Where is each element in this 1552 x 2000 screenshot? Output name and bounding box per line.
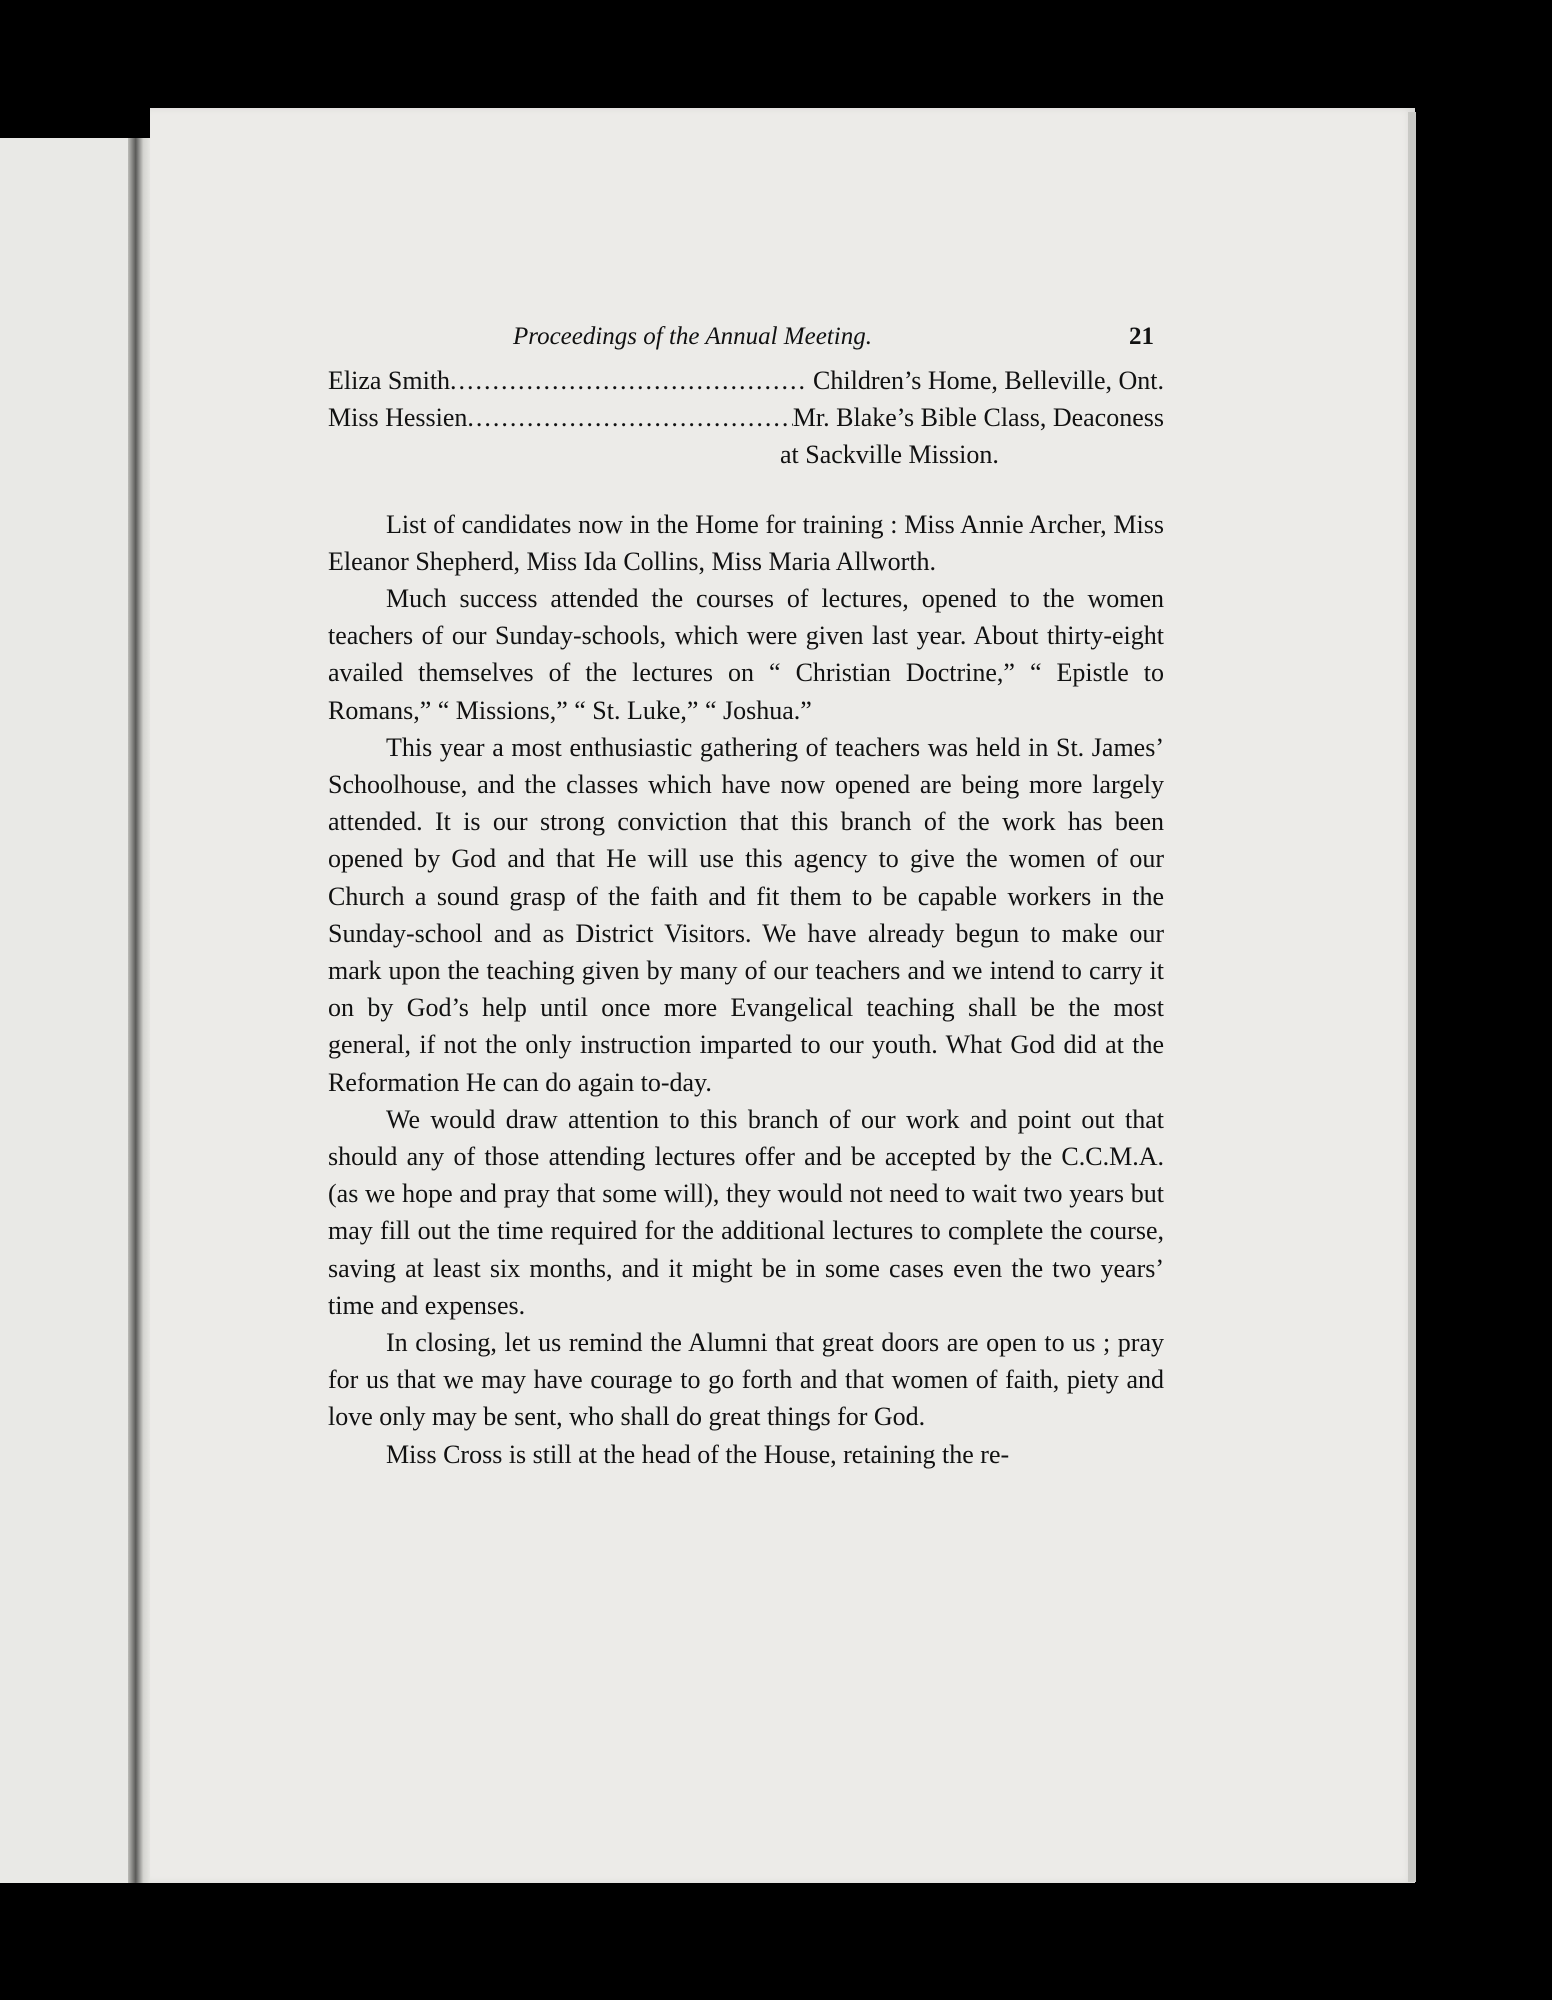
left-page-edge [0, 138, 135, 1883]
placement-place: Children’s Home, Belleville, Ont. [813, 366, 1164, 395]
leader-dots [467, 399, 792, 436]
paragraph-lectures: Much success attended the courses of lectures, opened to the women teachers of our Sunday-schools, which were given last year. About thirty-eight availed themselves of the lectures on “ Christian Doctrine,” “ Epistle to Romans,” “ Missions,” “ St. Luke,” “ Joshua.” [328, 584, 1164, 725]
page-edge-shadow [1408, 112, 1416, 1882]
page-text [328, 318, 1164, 1473]
placement-name: Miss Hessien [328, 403, 468, 433]
running-head-title: Proceedings of the Annual Meeting. [513, 323, 872, 350]
placement-row [328, 362, 1164, 399]
leader-dots [450, 362, 813, 399]
paragraph-candidates: List of candidates now in the Home for training : Miss Annie Archer, Miss Eleanor Shepherd, Miss Ida Collins, Miss Maria Allworth. [328, 509, 1164, 576]
paragraph-miss-cross: Miss Cross is still at the head of the House, retaining the re- [386, 1439, 1010, 1469]
paragraph-closing: In closing, let us remind the Alumni that great doors are open to us ; pray for us that we may have courage to go forth and that women of faith, piety and love only may be sent, who shall do great things for God. [328, 1328, 1164, 1432]
paragraph-gathering: This year a most enthusiastic gathering of teachers was held in St. James’ Schoolhouse, and the classes which have now opened are being more largely attended. It is our strong conviction that this branch of the work has been opened by God and that He will use this agency to give the women of our Church a sound grasp of the faith and fit them to be capable workers in the Sunday-school and as District Visitors. We have already begun to make our mark upon the teaching given by many of our teachers and we intend to carry it on by God’s help until once more Evangelical teaching shall be the most general, if not the only instruction imparted to our youth. What God did at the Reformation He can do again to-day. [328, 732, 1164, 1097]
running-head [328, 318, 1164, 362]
paragraph-attention: We would draw attention to this branch of our work and point out that should any of those attending lectures offer and be accepted by the C.C.M.A. (as we hope and pray that some will), they would not need to wait two years but may fill out the time required for the additional lectures to complete the course, saving at least six months, and it might be in some cases even the two years’ time and expenses. [328, 1104, 1164, 1320]
placement-place: Mr. Blake’s Bible Class, Deaconess [792, 403, 1164, 433]
placement-name: Eliza Smith [328, 366, 451, 395]
placement-continuation: at Sackville Mission. [780, 440, 999, 470]
placement-row [328, 399, 1164, 436]
page-number: 21 [1129, 323, 1154, 350]
book-gutter [128, 138, 150, 1883]
